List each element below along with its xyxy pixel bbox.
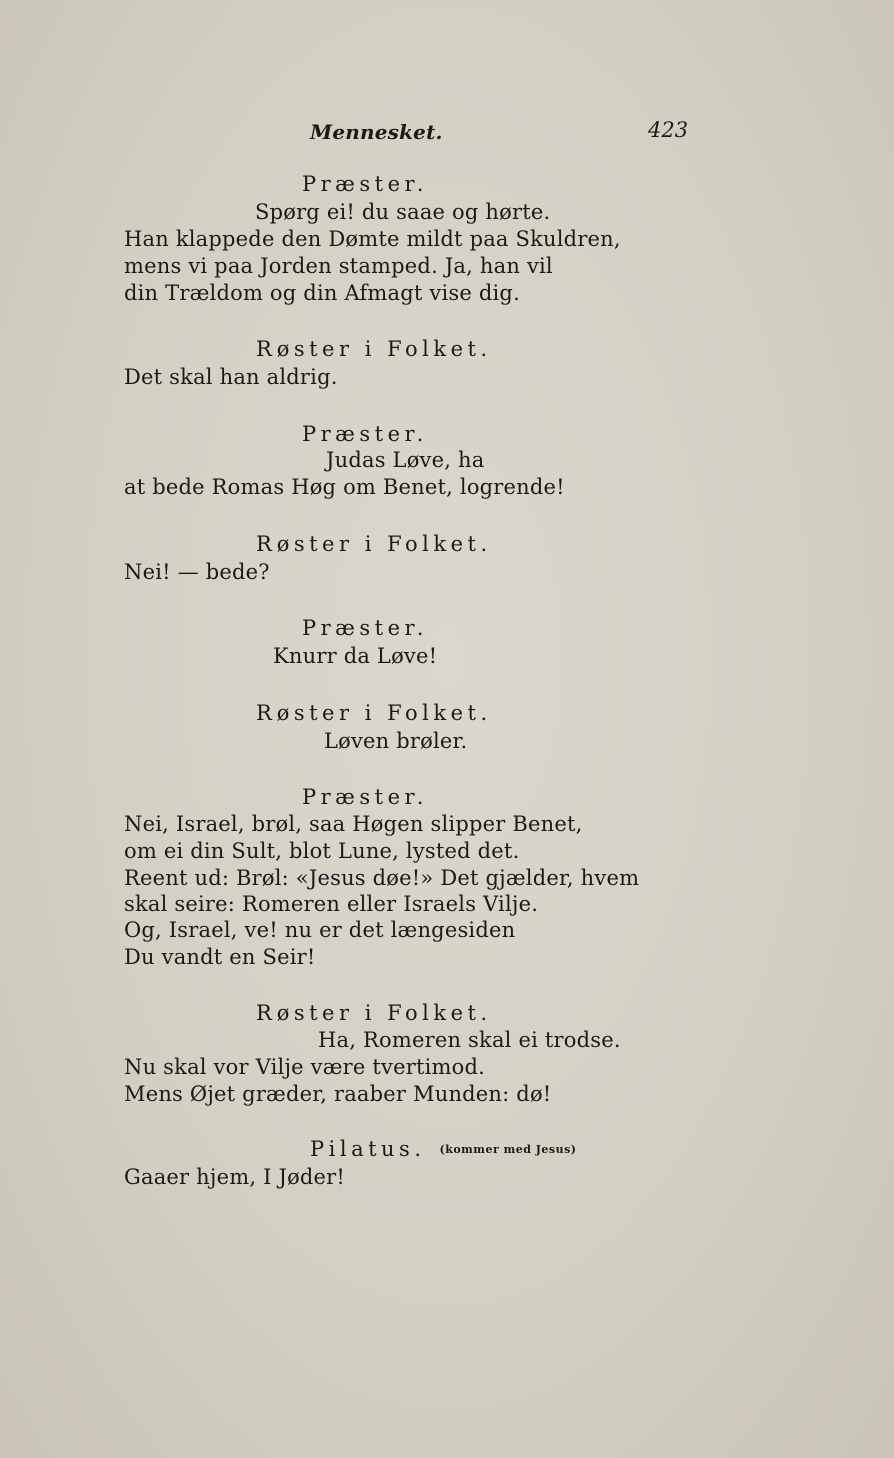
speaker-name: Præster. — [302, 616, 428, 640]
verse-line: Knurr da Løve! — [273, 644, 438, 668]
speaker-name: Røster i Folket. — [256, 701, 492, 725]
speaker-name: Røster i Folket. — [256, 337, 492, 361]
speaker-line — [310, 1137, 577, 1161]
verse-line: skal seire: Romeren eller Israels Vilje. — [124, 892, 539, 916]
verse-line: at bede Romas Høg om Benet, logrende! — [124, 475, 565, 499]
speaker-name: Præster. — [302, 172, 428, 196]
page-number: 423 — [648, 118, 689, 142]
verse-line: Nei, Israel, brøl, saa Høgen slipper Benet, — [124, 812, 583, 836]
speaker-name: Præster. — [302, 422, 428, 446]
verse-line: Nu skal vor Vilje være tvertimod. — [124, 1055, 485, 1079]
speaker-name: Røster i Folket. — [256, 1001, 492, 1025]
verse-line: Du vandt en Seir! — [124, 945, 316, 969]
verse-line: Ha, Romeren skal ei trodse. — [318, 1028, 621, 1052]
verse-line: Løven brøler. — [324, 729, 468, 753]
verse-line: Og, Israel, ve! nu er det længesiden — [124, 918, 516, 942]
speaker-name: Pilatus. — [310, 1137, 426, 1161]
verse-line: Han klappede den Dømte mildt paa Skuldren, — [124, 227, 621, 251]
speaker-name: Præster. — [302, 785, 428, 809]
verse-line: Spørg ei! du saae og hørte. — [255, 200, 551, 224]
verse-line: Nei! — bede? — [124, 560, 270, 584]
verse-line: Det skal han aldrig. — [124, 365, 338, 389]
verse-line: Reent ud: Brøl: «Jesus døe!» Det gjælder, hvem — [124, 866, 640, 890]
verse-line: din Trældom og din Afmagt vise dig. — [124, 281, 520, 305]
running-title: Mennesket. — [310, 120, 443, 144]
speaker-name: Røster i Folket. — [256, 532, 492, 556]
verse-line: Gaaer hjem, I Jøder! — [124, 1165, 346, 1189]
verse-line: Judas Løve, ha — [326, 448, 485, 472]
verse-line: om ei din Sult, blot Lune, lysted det. — [124, 839, 520, 863]
verse-line: Mens Øjet græder, raaber Munden: dø! — [124, 1082, 552, 1106]
verse-line: mens vi paa Jorden stamped. Ja, han vil — [124, 254, 553, 278]
stage-direction: (kommer med Jesus) — [439, 1143, 577, 1156]
